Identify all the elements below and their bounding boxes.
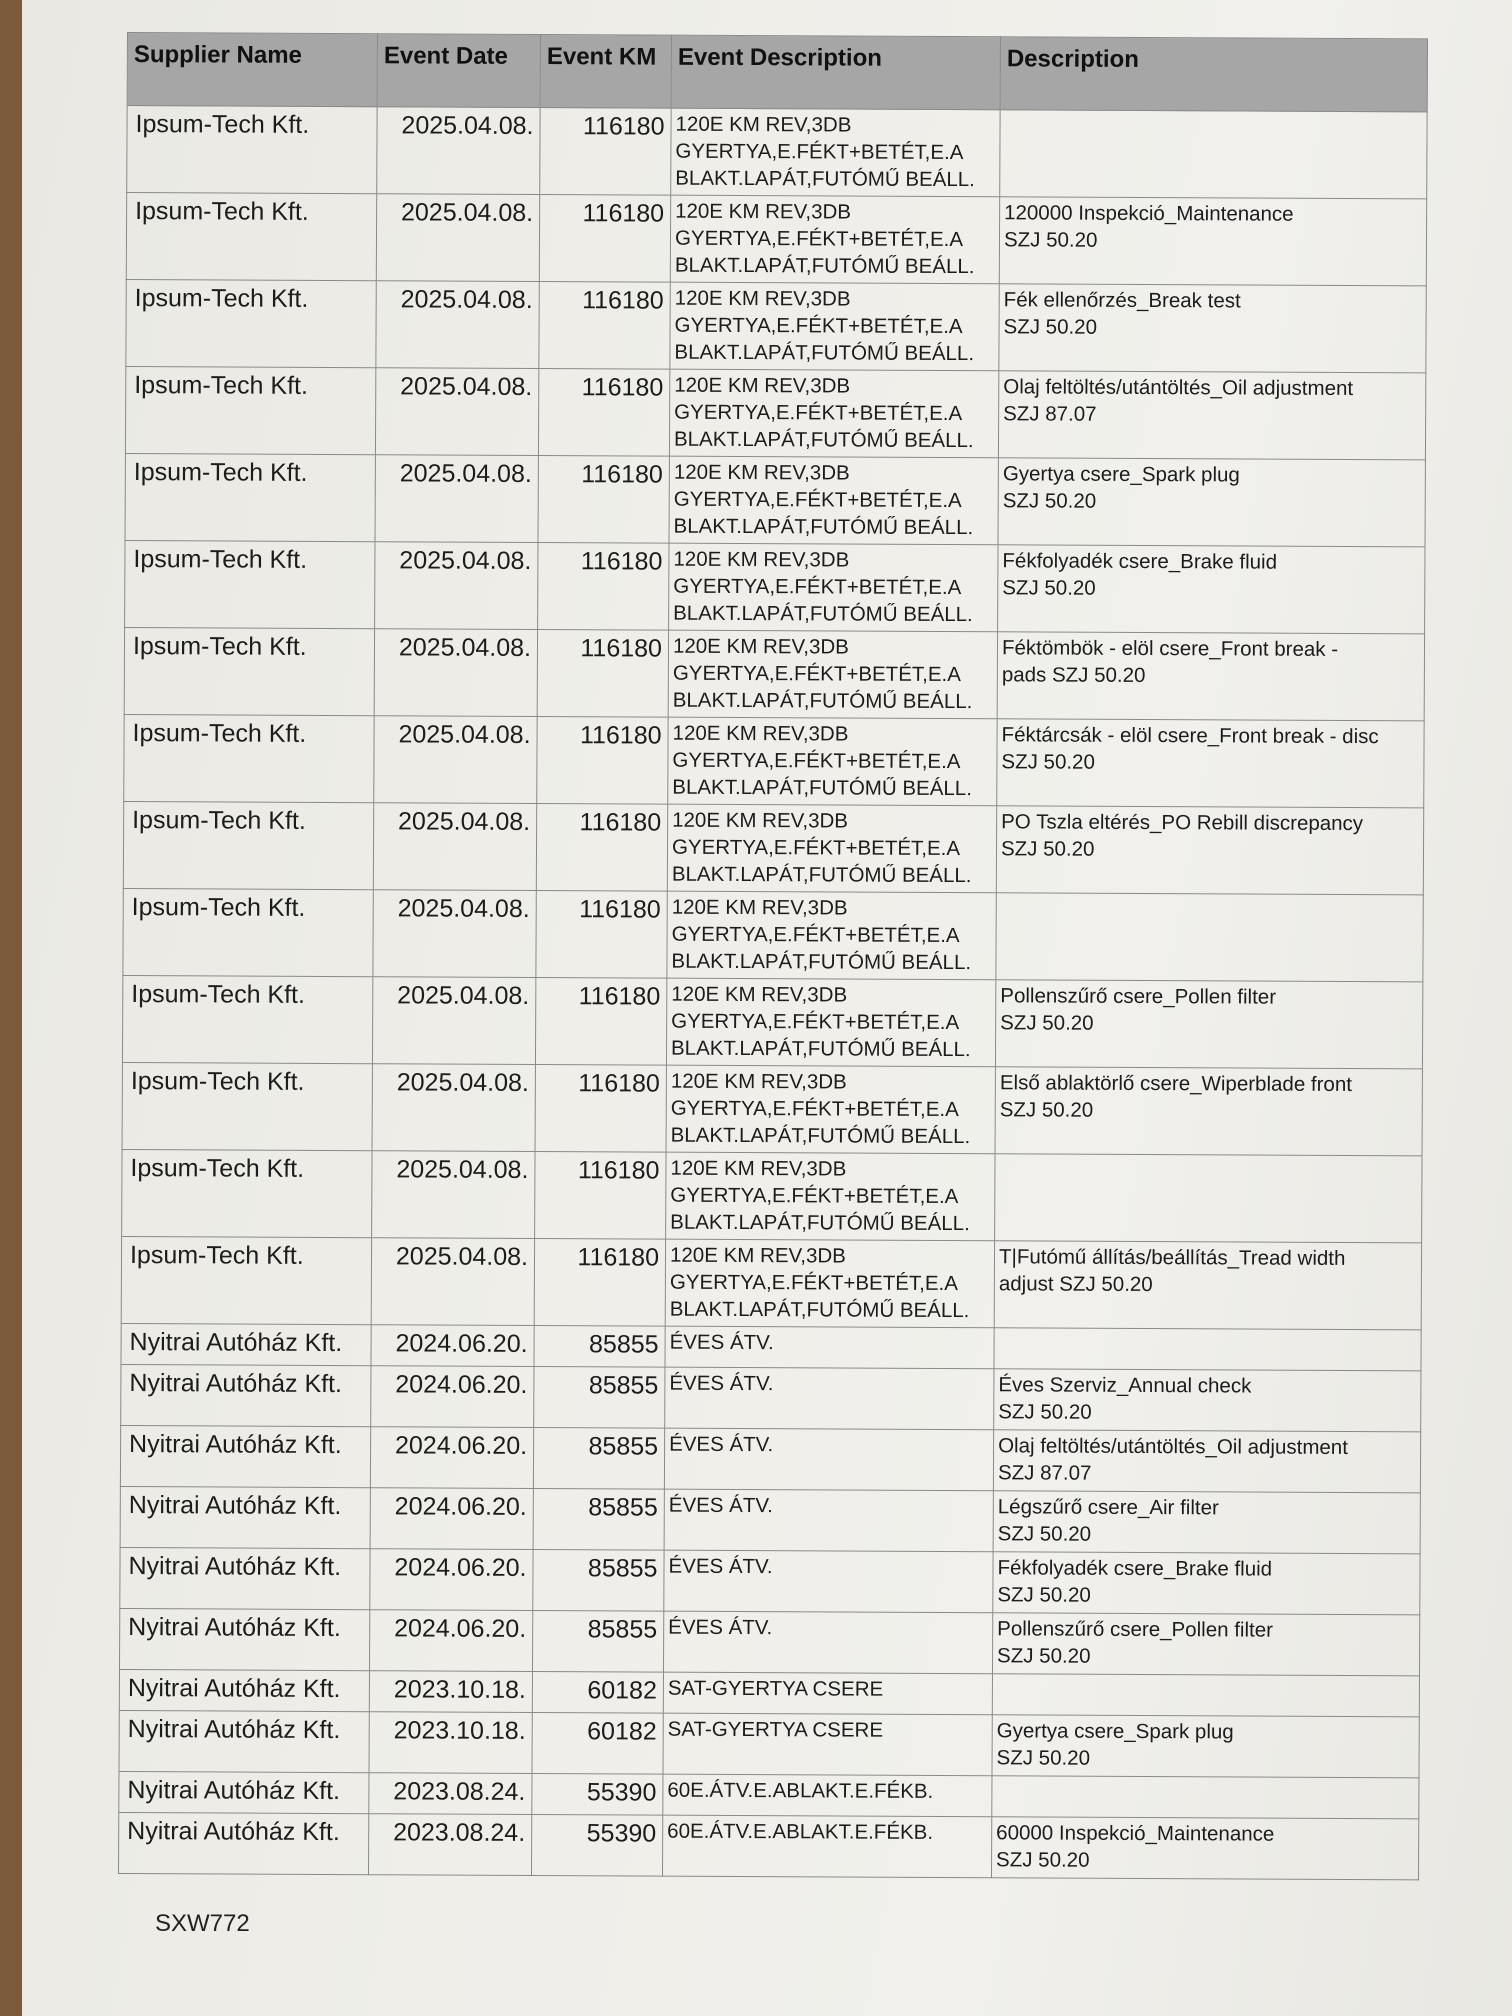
event-date-cell: 2025.04.08.: [377, 107, 540, 195]
event-km-cell: 85855: [534, 1326, 665, 1368]
event-km-cell: 116180: [538, 456, 669, 544]
event-description-cell: ÉVES ÁTV.: [665, 1326, 994, 1369]
description-cell: Olaj feltöltés/utántöltés_Oil adjustment SZJ 87.07: [993, 1430, 1420, 1493]
table-row: [120, 1547, 1420, 1614]
event-description-cell: 120E KM REV,3DB GYERTYA,E.FÉKT+BETÉT,E.A BLAKT.LAPÁT,FUTÓMŰ BEÁLL.: [666, 1065, 995, 1154]
event-date-cell: 2025.04.08.: [373, 803, 536, 891]
supplier-cell: Ipsum-Tech Kft.: [127, 106, 377, 194]
event-date-cell: 2025.04.08.: [372, 1064, 535, 1152]
event-description-cell: ÉVES ÁTV.: [665, 1367, 994, 1430]
event-date-cell: 2024.06.20.: [370, 1549, 533, 1611]
event-km-cell: 116180: [537, 717, 668, 805]
event-km-cell: 116180: [538, 543, 669, 631]
table-row: [124, 714, 1424, 807]
event-description-cell: ÉVES ÁTV.: [664, 1428, 993, 1491]
event-description-cell: 120E KM REV,3DB GYERTYA,E.FÉKT+BETÉT,E.A BLAKT.LAPÁT,FUTÓMŰ BEÁLL.: [666, 1152, 995, 1241]
description-cell: Légszűrő csere_Air filter SZJ 50.20: [993, 1491, 1420, 1554]
event-km-cell: 116180: [537, 630, 668, 718]
event-date-cell: 2025.04.08.: [372, 977, 535, 1065]
event-description-cell: 120E KM REV,3DB GYERTYA,E.FÉKT+BETÉT,E.A BLAKT.LAPÁT,FUTÓMŰ BEÁLL.: [670, 195, 999, 284]
description-cell: Pollenszűrő csere_Pollen filter SZJ 50.20: [992, 1613, 1419, 1676]
table-row: [119, 1771, 1419, 1818]
event-description-cell: 120E KM REV,3DB GYERTYA,E.FÉKT+BETÉT,E.A BLAKT.LAPÁT,FUTÓMŰ BEÁLL.: [668, 717, 997, 806]
description-cell: [992, 1776, 1419, 1819]
event-description-cell: 120E KM REV,3DB GYERTYA,E.FÉKT+BETÉT,E.A BLAKT.LAPÁT,FUTÓMŰ BEÁLL.: [666, 978, 995, 1067]
event-date-cell: 2025.04.08.: [373, 890, 536, 978]
header-event-description: Event Description: [671, 35, 1000, 110]
table-row: [126, 279, 1426, 372]
event-description-cell: ÉVES ÁTV.: [664, 1489, 993, 1552]
table-row: [121, 1364, 1421, 1431]
event-description-cell: 120E KM REV,3DB GYERTYA,E.FÉKT+BETÉT,E.A BLAKT.LAPÁT,FUTÓMŰ BEÁLL.: [671, 108, 1000, 197]
description-cell: [1000, 110, 1427, 199]
event-km-cell: 116180: [540, 108, 671, 196]
supplier-cell: Nyitrai Autóház Kft.: [119, 1812, 369, 1874]
event-description-cell: 120E KM REV,3DB GYERTYA,E.FÉKT+BETÉT,E.A BLAKT.LAPÁT,FUTÓMŰ BEÁLL.: [669, 369, 998, 458]
event-km-cell: 116180: [534, 1239, 665, 1327]
table-row: [122, 1062, 1422, 1155]
supplier-cell: Nyitrai Autóház Kft.: [121, 1364, 371, 1426]
supplier-cell: Ipsum-Tech Kft.: [122, 1149, 372, 1237]
event-date-cell: 2025.04.08.: [375, 368, 538, 456]
event-date-cell: 2024.06.20.: [370, 1488, 533, 1550]
event-km-cell: 116180: [535, 978, 666, 1066]
header-supplier-name: Supplier Name: [127, 33, 377, 107]
event-description-cell: ÉVES ÁTV.: [663, 1611, 992, 1674]
supplier-cell: Nyitrai Autóház Kft.: [119, 1608, 369, 1670]
supplier-cell: Nyitrai Autóház Kft.: [120, 1425, 370, 1487]
supplier-cell: Nyitrai Autóház Kft.: [119, 1771, 369, 1813]
document-page: [22, 0, 1512, 2016]
description-cell: Első ablaktörlő csere_Wiperblade front SZJ 50.20: [995, 1067, 1422, 1156]
description-cell: 120000 Inspekció_Maintenance SZJ 50.20: [999, 197, 1426, 286]
description-cell: Fék ellenőrzés_Break test SZJ 50.20: [999, 284, 1426, 373]
table-row: [119, 1669, 1419, 1716]
event-description-cell: 120E KM REV,3DB GYERTYA,E.FÉKT+BETÉT,E.A BLAKT.LAPÁT,FUTÓMŰ BEÁLL.: [669, 456, 998, 545]
event-date-cell: 2025.04.08.: [372, 1151, 535, 1239]
event-description-cell: SAT-GYERTYA CSERE: [663, 1713, 992, 1776]
table-row: [123, 801, 1423, 894]
event-date-cell: 2024.06.20.: [371, 1325, 534, 1367]
description-cell: [995, 1154, 1422, 1243]
event-km-cell: 85855: [533, 1428, 664, 1490]
table-row: [120, 1486, 1420, 1553]
supplier-cell: Ipsum-Tech Kft.: [123, 888, 373, 976]
event-date-cell: 2024.06.20.: [369, 1610, 532, 1672]
event-description-cell: 120E KM REV,3DB GYERTYA,E.FÉKT+BETÉT,E.A BLAKT.LAPÁT,FUTÓMŰ BEÁLL.: [668, 630, 997, 719]
description-cell: Éves Szerviz_Annual check SZJ 50.20: [994, 1369, 1421, 1432]
supplier-cell: Ipsum-Tech Kft.: [126, 279, 376, 367]
description-cell: [996, 893, 1423, 982]
event-date-cell: 2025.04.08.: [374, 629, 537, 717]
description-cell: [992, 1674, 1419, 1717]
supplier-cell: Ipsum-Tech Kft.: [122, 1062, 372, 1150]
table-body: [119, 106, 1428, 1880]
event-date-cell: 2025.04.08.: [375, 542, 538, 630]
header-description: Description: [1000, 37, 1427, 112]
supplier-cell: Ipsum-Tech Kft.: [123, 801, 373, 889]
supplier-cell: Nyitrai Autóház Kft.: [119, 1669, 369, 1711]
supplier-cell: Ipsum-Tech Kft.: [125, 540, 375, 628]
description-cell: 60000 Inspekció_Maintenance SZJ 50.20: [991, 1817, 1418, 1880]
header-event-date: Event Date: [377, 34, 540, 108]
event-km-cell: 116180: [536, 804, 667, 892]
table-row: [121, 1236, 1421, 1329]
event-date-cell: 2023.08.24.: [369, 1773, 532, 1815]
table-row: [125, 366, 1425, 459]
table-row: [122, 1149, 1422, 1242]
supplier-cell: Ipsum-Tech Kft.: [122, 975, 372, 1063]
description-cell: Féktömbök - elöl csere_Front break - pads SZJ 50.20: [997, 632, 1424, 721]
event-description-cell: 60E.ÁTV.E.ABLAKT.E.FÉKB.: [662, 1815, 991, 1878]
table-header-row: [127, 33, 1427, 112]
event-date-cell: 2023.08.24.: [368, 1814, 531, 1876]
table-row: [123, 888, 1423, 981]
event-date-cell: 2025.04.08.: [375, 455, 538, 543]
supplier-cell: Nyitrai Autóház Kft.: [121, 1323, 371, 1365]
event-km-cell: 85855: [532, 1611, 663, 1673]
table-row: [122, 975, 1422, 1068]
table-row: [119, 1710, 1419, 1777]
event-km-cell: 116180: [535, 1152, 666, 1240]
event-description-cell: 120E KM REV,3DB GYERTYA,E.FÉKT+BETÉT,E.A BLAKT.LAPÁT,FUTÓMŰ BEÁLL.: [669, 543, 998, 632]
description-cell: Gyertya csere_Spark plug SZJ 50.20: [998, 458, 1425, 547]
event-description-cell: 120E KM REV,3DB GYERTYA,E.FÉKT+BETÉT,E.A BLAKT.LAPÁT,FUTÓMŰ BEÁLL.: [667, 891, 996, 980]
description-cell: Olaj feltöltés/utántöltés_Oil adjustment SZJ 87.07: [998, 371, 1425, 460]
event-date-cell: 2025.04.08.: [376, 281, 539, 369]
event-km-cell: 116180: [536, 891, 667, 979]
description-cell: Gyertya csere_Spark plug SZJ 50.20: [992, 1715, 1419, 1778]
supplier-cell: Nyitrai Autóház Kft.: [120, 1547, 370, 1609]
header-event-km: Event KM: [540, 35, 671, 109]
table-row: [119, 1608, 1419, 1675]
description-cell: PO Tszla eltérés_PO Rebill discrepancy SZJ 50.20: [996, 806, 1423, 895]
supplier-cell: Nyitrai Autóház Kft.: [119, 1710, 369, 1772]
description-cell: [994, 1328, 1421, 1371]
event-date-cell: 2023.10.18.: [369, 1712, 532, 1774]
event-description-cell: 120E KM REV,3DB GYERTYA,E.FÉKT+BETÉT,E.A BLAKT.LAPÁT,FUTÓMŰ BEÁLL.: [667, 804, 996, 893]
service-history-table-wrapper: [118, 32, 1427, 1880]
supplier-cell: Ipsum-Tech Kft.: [124, 714, 374, 802]
table-row: [127, 106, 1427, 199]
event-km-cell: 60182: [532, 1713, 663, 1775]
table-row: [126, 193, 1426, 286]
supplier-cell: Ipsum-Tech Kft.: [121, 1236, 371, 1324]
supplier-cell: Ipsum-Tech Kft.: [125, 366, 375, 454]
supplier-cell: Nyitrai Autóház Kft.: [120, 1486, 370, 1548]
event-km-cell: 116180: [535, 1065, 666, 1153]
table-row: [124, 627, 1424, 720]
event-km-cell: 116180: [539, 282, 670, 370]
event-description-cell: 120E KM REV,3DB GYERTYA,E.FÉKT+BETÉT,E.A BLAKT.LAPÁT,FUTÓMŰ BEÁLL.: [670, 282, 999, 371]
supplier-cell: Ipsum-Tech Kft.: [126, 193, 376, 281]
table-row: [120, 1425, 1420, 1492]
event-date-cell: 2023.10.18.: [369, 1671, 532, 1713]
event-description-cell: 120E KM REV,3DB GYERTYA,E.FÉKT+BETÉT,E.A BLAKT.LAPÁT,FUTÓMŰ BEÁLL.: [665, 1239, 994, 1328]
event-km-cell: 116180: [539, 195, 670, 283]
table-row: [119, 1812, 1419, 1879]
supplier-cell: Ipsum-Tech Kft.: [124, 627, 374, 715]
event-km-cell: 85855: [534, 1367, 665, 1429]
event-km-cell: 60182: [532, 1672, 663, 1714]
event-date-cell: 2025.04.08.: [371, 1238, 534, 1326]
event-date-cell: 2025.04.08.: [374, 716, 537, 804]
description-cell: Pollenszűrő csere_Pollen filter SZJ 50.20: [995, 980, 1422, 1069]
description-cell: Fékfolyadék csere_Brake fluid SZJ 50.20: [998, 545, 1425, 634]
event-km-cell: 116180: [538, 369, 669, 457]
table-row: [121, 1323, 1421, 1370]
event-description-cell: ÉVES ÁTV.: [664, 1550, 993, 1613]
description-cell: Fékfolyadék csere_Brake fluid SZJ 50.20: [993, 1552, 1420, 1615]
event-km-cell: 55390: [531, 1814, 662, 1876]
event-description-cell: SAT-GYERTYA CSERE: [663, 1672, 992, 1715]
event-date-cell: 2024.06.20.: [371, 1366, 534, 1428]
event-description-cell: 60E.ÁTV.E.ABLAKT.E.FÉKB.: [663, 1774, 992, 1817]
event-date-cell: 2025.04.08.: [376, 194, 539, 282]
event-km-cell: 55390: [532, 1774, 663, 1816]
service-history-table: [118, 32, 1428, 1880]
description-cell: Féktárcsák - elöl csere_Front break - disc SZJ 50.20: [997, 719, 1424, 808]
document-code: SXW772: [155, 1910, 250, 1937]
event-km-cell: 85855: [533, 1550, 664, 1612]
event-date-cell: 2024.06.20.: [370, 1427, 533, 1489]
supplier-cell: Ipsum-Tech Kft.: [125, 453, 375, 541]
table-row: [125, 540, 1425, 633]
description-cell: T|Futómű állítás/beállítás_Tread width adjust SZJ 50.20: [994, 1241, 1421, 1330]
table-row: [125, 453, 1425, 546]
event-km-cell: 85855: [533, 1489, 664, 1551]
